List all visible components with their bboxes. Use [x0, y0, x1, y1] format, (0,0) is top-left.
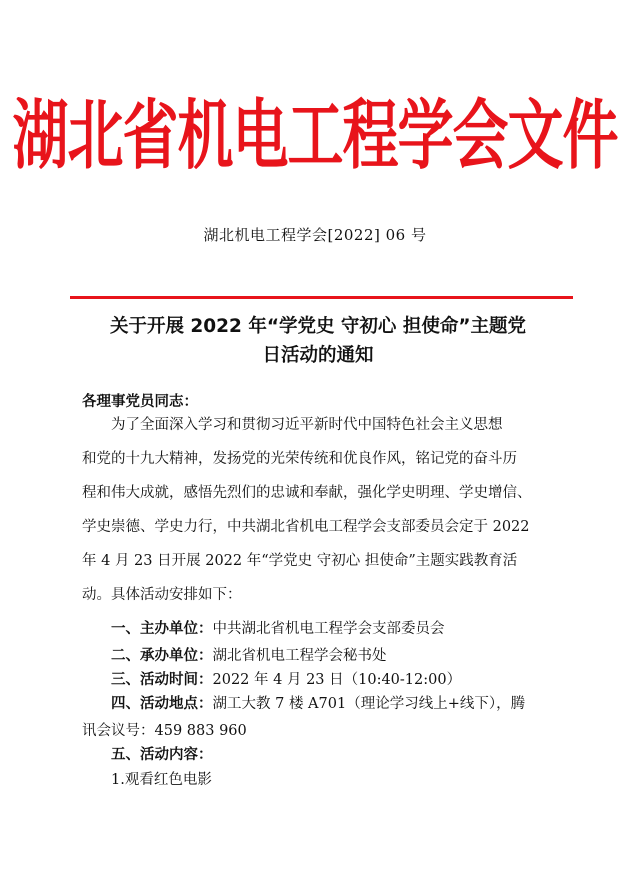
body-line-3: 程和伟大成就，感悟先烈们的忠诚和奉献，强化学史明理、学史增信、: [82, 485, 532, 501]
item-organizer-value: 中共湖北省机电工程学会支部委员会: [212, 621, 445, 637]
notice-title-line-2: 日活动的通知: [262, 345, 374, 366]
item-content-label: 五、活动内容：: [111, 747, 213, 763]
item-time: [111, 668, 461, 689]
item-location: [111, 692, 525, 713]
body-line-6: 动。具体活动安排如下：: [82, 587, 242, 603]
salutation: 各理事党员同志：: [82, 394, 198, 410]
item-host-value: 湖北省机电工程学会秘书处: [212, 648, 387, 664]
item-organizer-label: 一、主办单位：: [111, 621, 213, 637]
item-time-value: 2022 年 4 月 23 日（10:40-12:00）: [212, 672, 462, 688]
item-host: [111, 644, 387, 665]
red-divider-line: [70, 296, 573, 299]
item-location-continued: 讯会议号：459 883 960: [82, 723, 247, 739]
body-line-5: 年 4 月 23 日开展 2022 年“学党史 守初心 担使命”主题实践教育活: [82, 553, 518, 569]
document-number: 湖北机电工程学会[2022] 06 号: [203, 226, 427, 244]
document-masthead: 湖北省机电工程学会文件: [12, 91, 618, 181]
sub-item-1: 1.观看红色电影: [111, 772, 212, 788]
body-line-4: 学史崇德、学史力行，中共湖北省机电工程学会支部委员会定于 2022: [82, 519, 530, 535]
item-location-label: 四、活动地点：: [111, 696, 213, 712]
body-line-2: 和党的十九大精神，发扬党的光荣传统和优良作风，铭记党的奋斗历: [82, 451, 517, 467]
item-host-label: 二、承办单位：: [111, 648, 213, 664]
item-location-value: 湖工大教 7 楼 A701（理论学习线上+线下），腾: [212, 696, 526, 712]
body-line-1: 为了全面深入学习和贯彻习近平新时代中国特色社会主义思想: [111, 417, 503, 433]
item-time-label: 三、活动时间：: [111, 672, 213, 688]
item-organizer: [111, 617, 445, 638]
notice-title-line-1: 关于开展 2022 年“学党史 守初心 担使命”主题党: [109, 316, 527, 337]
